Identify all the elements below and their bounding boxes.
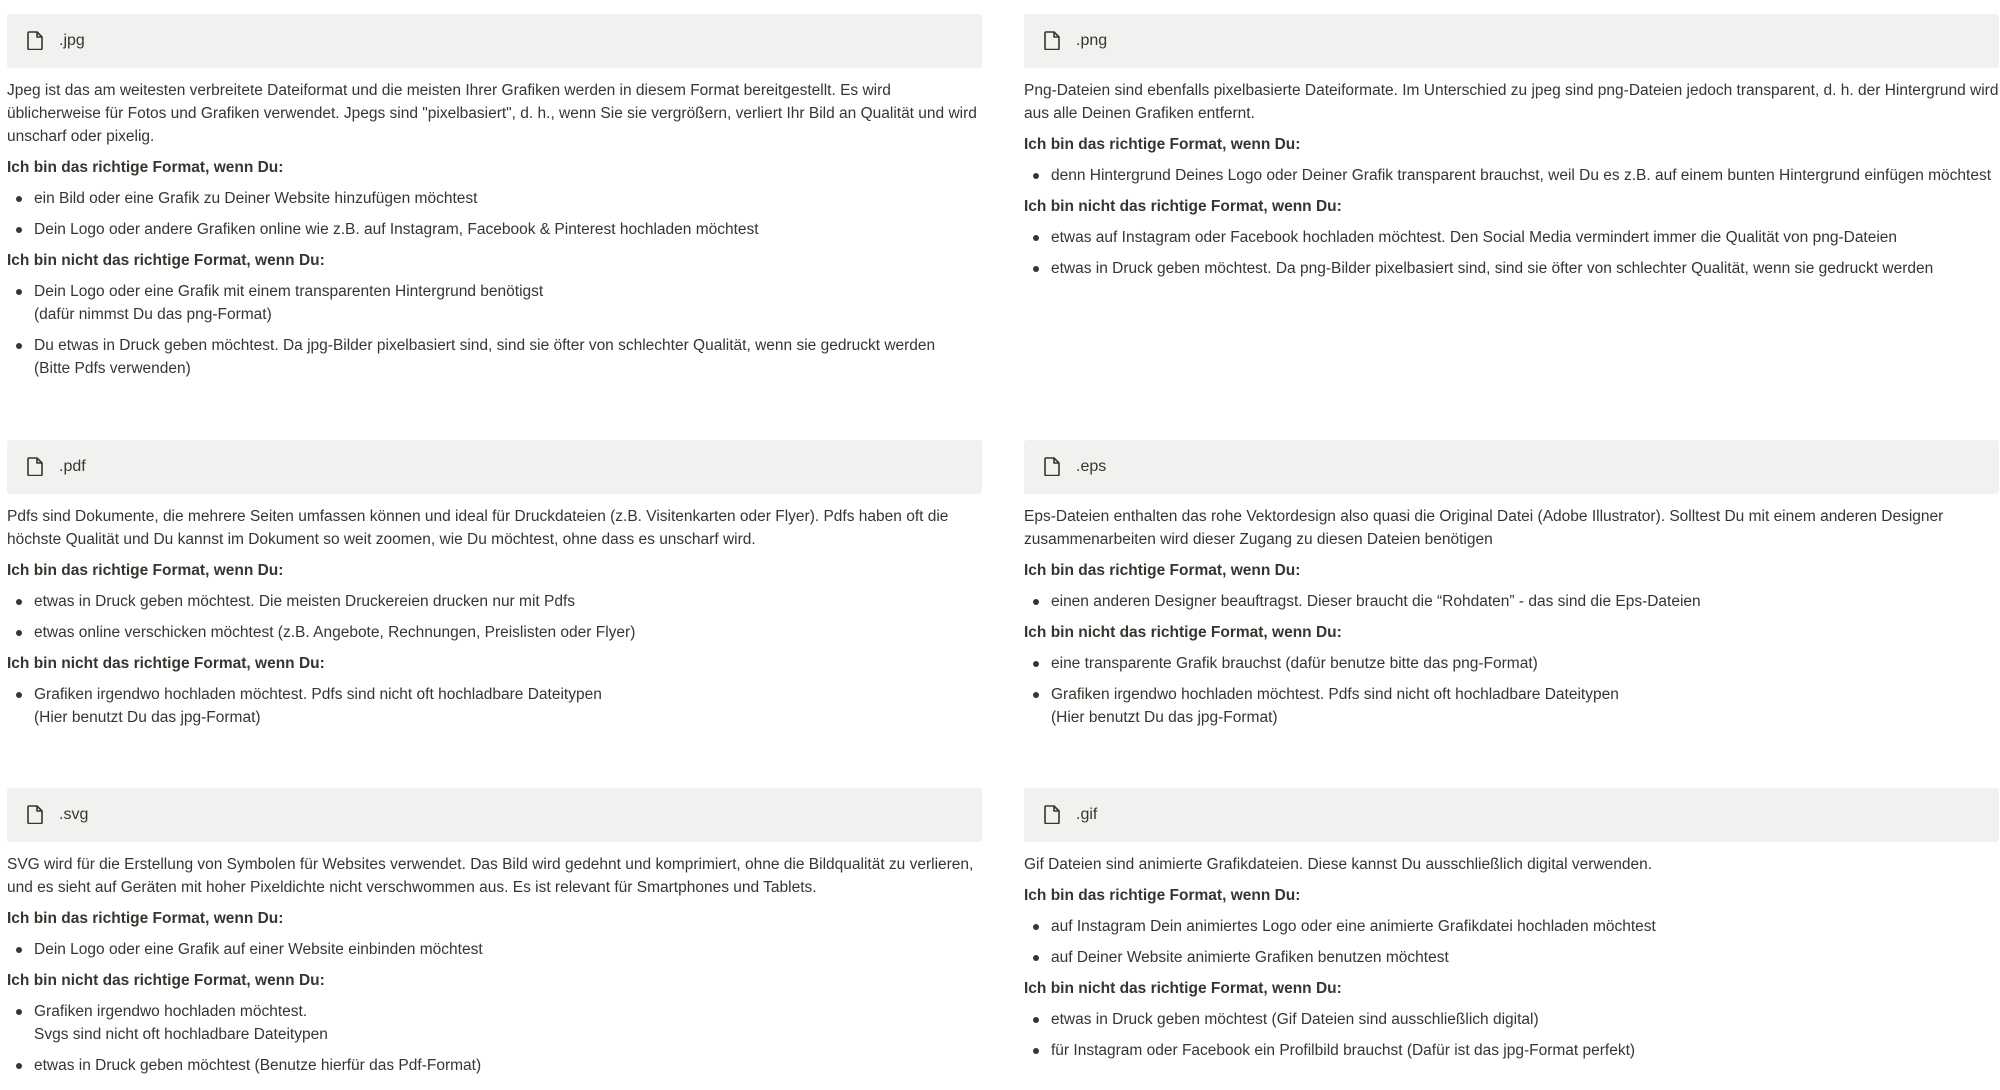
list-item-text: Dein Logo oder eine Grafik mit einem transparenten Hintergrund benötigst	[34, 283, 544, 300]
list-item	[7, 1054, 982, 1077]
right-format-heading: Ich bin das richtige Format, wenn Du:	[7, 159, 284, 176]
list-item-note: (Hier benutzt Du das jpg-Format)	[1051, 709, 1278, 726]
list-item	[1024, 257, 1999, 280]
right-format-list	[1024, 590, 1999, 613]
list-item	[1024, 1039, 1999, 1062]
list-item-note: (Hier benutzt Du das jpg-Format)	[34, 709, 261, 726]
right-format-heading: Ich bin das richtige Format, wenn Du:	[1024, 562, 1301, 579]
list-item	[1024, 946, 1999, 969]
list-item-note: (dafür nimmst Du das png-Format)	[34, 306, 272, 323]
right-format-heading: Ich bin das richtige Format, wenn Du:	[7, 562, 284, 579]
wrong-format-list	[7, 1000, 982, 1077]
list-item-note: (Bitte Pdfs verwenden)	[34, 360, 191, 377]
file-icon	[27, 31, 45, 51]
format-card-png	[1024, 14, 1999, 280]
file-name[interactable]: .pdf	[59, 458, 86, 475]
list-item-text: etwas auf Instagram oder Facebook hochladen möchtest. Den Social Media vermindert immer die Qualität von png-Dateien	[1051, 229, 1898, 246]
list-item-text: etwas in Druck geben möchtest (Benutze hierfür das Pdf-Format)	[34, 1057, 482, 1074]
right-format-list	[7, 590, 982, 644]
file-block-gif[interactable]	[1024, 788, 1999, 842]
right-format-list	[1024, 915, 1999, 969]
file-block-eps[interactable]	[1024, 440, 1999, 494]
list-item-text: ein Bild oder eine Grafik zu Deiner Website hinzufügen möchtest	[34, 190, 478, 207]
list-item	[7, 334, 982, 380]
list-item-text: Grafiken irgendwo hochladen möchtest. Pdfs sind nicht oft hochladbare Dateitypen	[1051, 686, 1619, 703]
file-name[interactable]: .svg	[59, 806, 89, 823]
wrong-format-heading: Ich bin nicht das richtige Format, wenn Du:	[1024, 980, 1342, 997]
format-description: Png-Dateien sind ebenfalls pixelbasierte Dateiformate. Im Unterschied zu jpeg sind png-Dateien jedoch transparent, d. h. der Hintergrund wird aus alle Deinen Grafiken entfernt.	[1024, 82, 1999, 122]
list-item	[7, 621, 982, 644]
wrong-format-heading: Ich bin nicht das richtige Format, wenn Du:	[7, 972, 325, 989]
file-name[interactable]: .gif	[1076, 806, 1098, 823]
list-item-text: einen anderen Designer beauftragst. Dieser braucht die “Rohdaten” - das sind die Eps-Dateien	[1051, 593, 1701, 610]
file-icon	[1044, 457, 1062, 477]
list-item-text: etwas in Druck geben möchtest. Da png-Bilder pixelbasiert sind, sind sie öfter von schlechter Qualität, wenn sie gedruckt werden	[1051, 260, 1934, 277]
format-description: Gif Dateien sind animierte Grafikdateien. Diese kannst Du ausschließlich digital verwenden.	[1024, 856, 1653, 873]
file-block-svg[interactable]	[7, 788, 982, 842]
list-item-text: auf Deiner Website animierte Grafiken benutzen möchtest	[1051, 949, 1449, 966]
list-item-text: für Instagram oder Facebook ein Profilbild brauchst (Dafür ist das jpg-Format perfekt)	[1051, 1042, 1636, 1059]
wrong-format-list	[1024, 652, 1999, 729]
wrong-format-list	[1024, 226, 1999, 280]
format-card-eps	[1024, 440, 1999, 729]
list-item	[1024, 226, 1999, 249]
right-format-list	[7, 187, 982, 241]
right-format-heading: Ich bin das richtige Format, wenn Du:	[1024, 887, 1301, 904]
list-item-text: Grafiken irgendwo hochladen möchtest. Pdfs sind nicht oft hochladbare Dateitypen	[34, 686, 602, 703]
format-card-pdf	[7, 440, 982, 729]
list-item-text: Du etwas in Druck geben möchtest. Da jpg-Bilder pixelbasiert sind, sind sie öfter von schlechter Qualität, wenn sie gedruckt werden	[34, 337, 936, 354]
right-format-heading: Ich bin das richtige Format, wenn Du:	[7, 910, 284, 927]
list-item	[7, 187, 982, 210]
list-item-text: etwas online verschicken möchtest (z.B. Angebote, Rechnungen, Preislisten oder Flyer)	[34, 624, 636, 641]
file-block-png[interactable]	[1024, 14, 1999, 68]
wrong-format-list	[1024, 1008, 1999, 1062]
list-item-text: etwas in Druck geben möchtest. Die meisten Druckereien drucken nur mit Pdfs	[34, 593, 576, 610]
file-block-jpg[interactable]	[7, 14, 982, 68]
file-icon	[1044, 31, 1062, 51]
list-item-text: Dein Logo oder eine Grafik auf einer Website einbinden möchtest	[34, 941, 483, 958]
format-card-svg	[7, 788, 982, 1077]
list-item	[1024, 1008, 1999, 1031]
file-name[interactable]: .png	[1076, 32, 1108, 49]
format-card-jpg	[7, 14, 982, 380]
format-card-gif	[1024, 788, 1999, 1062]
file-block-pdf[interactable]	[7, 440, 982, 494]
right-format-list	[7, 938, 982, 961]
wrong-format-heading: Ich bin nicht das richtige Format, wenn Du:	[1024, 198, 1342, 215]
wrong-format-heading: Ich bin nicht das richtige Format, wenn Du:	[1024, 624, 1342, 641]
list-item	[1024, 915, 1999, 938]
format-description: Jpeg ist das am weitesten verbreitete Dateiformat und die meisten Ihrer Grafiken werden in diesem Format bereitgestellt. Es wird üblicherweise für Fotos und Grafiken verwendet. Jpegs sind "pixelbasiert", d. h., wenn Sie sie vergrößern, verliert Ihr Bild an Qualität und wird unscharf oder pixelig.	[7, 82, 977, 145]
list-item-text: eine transparente Grafik brauchst (dafür benutze bitte das png-Format)	[1051, 655, 1538, 672]
format-description: Eps-Dateien enthalten das rohe Vektordesign also quasi die Original Datei (Adobe Illustrator). Solltest Du mit einem anderen Designer zusammenarbeiten wird dieser Zugang zu diesen Dateien benötigen	[1024, 508, 1944, 548]
list-item	[1024, 652, 1999, 675]
file-icon	[27, 805, 45, 825]
list-item	[7, 280, 982, 326]
wrong-format-list	[7, 683, 982, 729]
list-item	[1024, 590, 1999, 613]
file-name[interactable]: .eps	[1076, 458, 1107, 475]
list-item	[7, 1000, 982, 1046]
list-item-note: Svgs sind nicht oft hochladbare Dateitypen	[34, 1026, 328, 1043]
right-format-list	[1024, 164, 1999, 187]
wrong-format-list	[7, 280, 982, 380]
list-item	[1024, 683, 1999, 729]
format-description: Pdfs sind Dokumente, die mehrere Seiten umfassen können und ideal für Druckdateien (z.B. Visitenkarten oder Flyer). Pdfs haben oft die höchste Qualität und Du kannst im Dokument so weit zoomen, wie Du möchtest, ohne dass es unscharf wird.	[7, 508, 949, 548]
file-icon	[27, 457, 45, 477]
list-item	[1024, 164, 1999, 187]
list-item	[7, 938, 982, 961]
format-description: SVG wird für die Erstellung von Symbolen für Websites verwendet. Das Bild wird gedehnt und komprimiert, ohne die Bildqualität zu verlieren, und es sieht auf Geräten mit hoher Pixeldichte nicht verschwommen aus. Es ist relevant für Smartphones und Tablets.	[7, 856, 974, 896]
list-item	[7, 218, 982, 241]
list-item-text: etwas in Druck geben möchtest (Gif Dateien sind ausschließlich digital)	[1051, 1011, 1539, 1028]
list-item-text: Grafiken irgendwo hochladen möchtest.	[34, 1003, 308, 1020]
file-name[interactable]: .jpg	[59, 32, 85, 49]
wrong-format-heading: Ich bin nicht das richtige Format, wenn Du:	[7, 252, 325, 269]
list-item-text: auf Instagram Dein animiertes Logo oder eine animierte Grafikdatei hochladen möchtest	[1051, 918, 1656, 935]
wrong-format-heading: Ich bin nicht das richtige Format, wenn Du:	[7, 655, 325, 672]
list-item-text: denn Hintergrund Deines Logo oder Deiner Grafik transparent brauchst, weil Du es z.B. auf einem bunten Hintergrund einfügen möchtest	[1051, 167, 1992, 184]
file-icon	[1044, 805, 1062, 825]
right-format-heading: Ich bin das richtige Format, wenn Du:	[1024, 136, 1301, 153]
list-item	[7, 590, 982, 613]
list-item-text: Dein Logo oder andere Grafiken online wie z.B. auf Instagram, Facebook & Pinterest hochladen möchtest	[34, 221, 759, 238]
list-item	[7, 683, 982, 729]
